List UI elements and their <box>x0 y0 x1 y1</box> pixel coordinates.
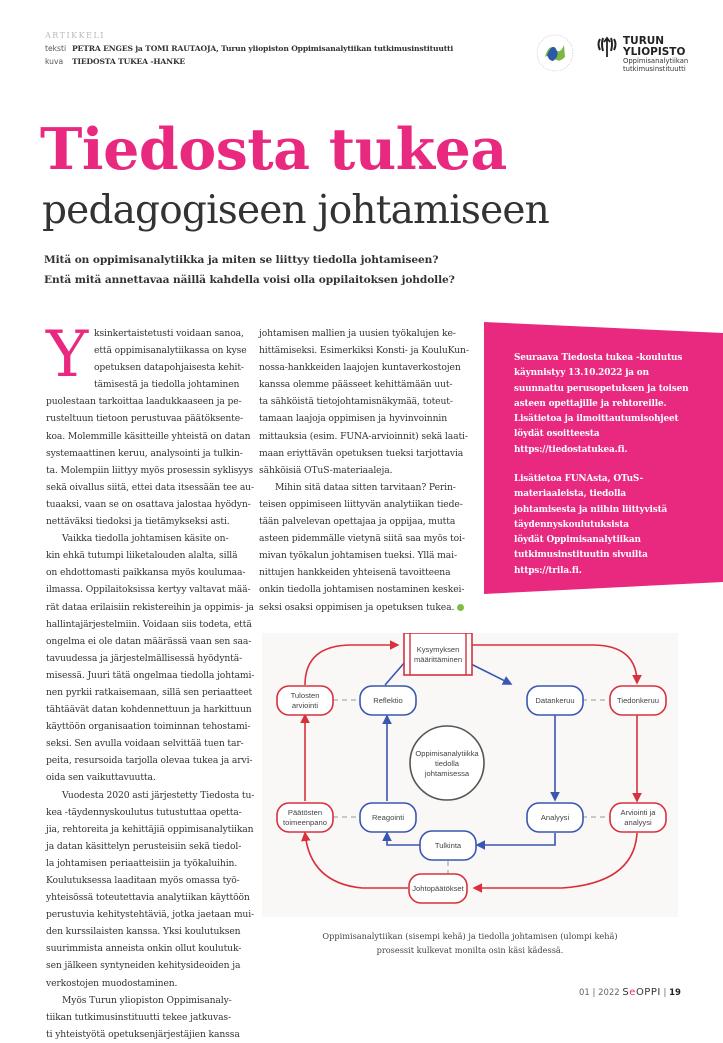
body-line: yhteisössä toteutettavia analytiikan käyttöön <box>46 892 250 904</box>
body-line: käyttöön organisaation toiminnan tehostami- <box>46 721 251 733</box>
body-line: ja datan käsittelyn perusteisiin sekä tiedol- <box>46 840 242 852</box>
body-line: tuaaksi, vaan se on osattava jalostaa hyödyn- <box>46 498 251 510</box>
node-label: Kysymyksen <box>416 645 460 654</box>
institute-name <box>623 58 688 73</box>
body-line: mivan työkalun johtamisen tueksi. Yllä mai- <box>259 550 457 562</box>
body-line: suurimmista anneista onkin ollut koulutuk- <box>46 943 242 955</box>
node-label: Datankeruu <box>535 696 575 705</box>
body-line: Vaikka tiedolla johtamisen käsite on- <box>62 533 229 545</box>
credit-photo <box>45 57 185 66</box>
node-label: Tiedonkeruu <box>617 696 659 705</box>
brand-rest: OPPI <box>635 987 661 998</box>
arrow-kysymys-to-datankeruu <box>469 663 511 684</box>
article-end-icon <box>457 604 464 611</box>
body-line: systemaattinen keruu, analysointi ja tulkin- <box>46 447 243 459</box>
body-line: misessä. Juuri tätä ongelmaa tiedolla johtami- <box>46 669 255 681</box>
credit-value: TIEDOSTA TUKEA -HANKE <box>72 57 186 66</box>
center-label-2: tiedolla <box>434 759 460 768</box>
brand-e: e <box>629 987 636 998</box>
drop-cap: Y <box>46 318 89 392</box>
node-label: toimeenpano <box>283 818 327 827</box>
node-label: arviointi <box>291 701 319 710</box>
node-label: Tulkinta <box>434 841 462 850</box>
body-line: onkin tiedolla johtamisen nostaminen keskei- <box>259 584 465 596</box>
node-datankeruu <box>527 686 583 715</box>
node-label: Arviointi ja <box>620 808 656 817</box>
body-line: Myös Turun yliopiston Oppimisanaly- <box>62 994 232 1006</box>
center-label-1: Oppimisanalytiikka <box>415 749 479 758</box>
info-box-line: https://trila.fi. <box>514 565 582 576</box>
body-line: sen jälkeen syntyneiden kehitysideoiden ja <box>46 960 241 972</box>
institute-name-line2: tutkimusinstituutti <box>623 64 686 73</box>
info-box-line: Seuraava Tiedosta tukea -koulutus <box>514 353 683 363</box>
body-line: ksinkertaistetusti voidaan sanoa, <box>94 328 244 339</box>
body-line: tiikan tutkimusinstituutti tekee jatkuvas- <box>46 1011 232 1023</box>
body-line: kin ehkä tutumpi liiketalouden alalta, sillä <box>46 550 238 562</box>
university-emblem-icon <box>596 36 618 58</box>
node-label: Johtopäätökset <box>412 884 464 893</box>
body-line: ongelma ei ole datan määrässä vaan sen saa- <box>46 635 252 647</box>
body-line: nossa-hankkeiden laajojen kuntaverkostojen <box>259 362 461 374</box>
university-name <box>623 36 685 58</box>
body-line: että oppimisanalytiikassa on kyse <box>94 345 247 357</box>
node-tulosten-arviointi <box>277 686 333 715</box>
magazine-brand <box>622 987 660 998</box>
body-line: nettäväksi tiedoksi ja tietämykseksi asti. <box>46 516 230 528</box>
body-line: nittujen hankkeiden yhteisenä tavoitteena <box>259 567 451 579</box>
body-line: on ehdottomasti paikkansa myös koulumaa- <box>46 567 246 579</box>
info-box-line: johtamisesta ja niihin liittyvistä <box>514 504 668 515</box>
footer-separator: | <box>663 988 667 998</box>
node-label: Tulosten <box>290 691 320 700</box>
body-line: sähköisiä OTuS-materiaaleja. <box>259 464 393 476</box>
body-line: mittauksia (esim. FUNA-arvioinnit) sekä laati- <box>259 430 468 442</box>
body-line: tavuudessa ja järjestelmällisessä hyödyntä- <box>46 652 243 664</box>
body-line: perustuvia kehitystehtäviä, jotka jaetaan mui- <box>46 909 255 921</box>
credit-value: PETRA ENGES ja TOMI RAUTAOJA, Turun yliopiston Oppimisanalytiikan tutkimusinstituutti <box>72 44 454 53</box>
body-column-1 <box>46 318 258 1043</box>
node-label: analyysi <box>624 818 652 827</box>
credit-label: kuva <box>45 57 64 66</box>
section-kicker: ARTIKKELI <box>45 31 105 40</box>
info-box-line: materiaaleista, tiedolla <box>514 489 626 500</box>
body-line: ta sähköistä tietojohtamisnäkymää, toteut- <box>259 396 453 408</box>
body-line: opetuksen datapohjaisesta kehit- <box>94 362 244 374</box>
body-line: sekä oivallus siitä, ettei data itsessään tee au- <box>46 481 254 493</box>
body-line: Mihin sitä dataa sitten tarvitaan? Perin- <box>275 481 456 493</box>
body-line: ti yhteistyötä opetuksenjärjestäjien kanssa <box>46 1028 240 1040</box>
body-line: kea -täydennyskoulutus tutustuttaa opetta- <box>46 806 242 818</box>
info-box-line: Lisätietoa FUNAsta, OTuS- <box>514 474 644 484</box>
body-line: hittämiseksi. Esimerkiksi Konsti- ja KouluKun- <box>259 345 469 357</box>
info-box-paragraph-1 <box>514 351 688 458</box>
node-arviointi-ja-analyysi <box>610 803 666 832</box>
body-line: rät dataa erilaisiin rekistereihin ja oppimis- ja <box>46 601 254 613</box>
body-line: puolestaan tarkoittaa laadukkaaseen ja pe- <box>46 396 242 408</box>
body-line: jia, rehtoreita ja kehittäjiä oppimisanalytiikan <box>46 823 254 835</box>
body-line: johtamisen mallien ja uusien työkalujen ke- <box>259 328 456 339</box>
node-tiedonkeruu <box>610 686 666 715</box>
page-number: 19 <box>669 988 681 998</box>
page-footer <box>579 987 681 998</box>
info-box-line: täydennyskoulutuksista <box>514 519 629 530</box>
node-label: Reagointi <box>371 813 405 822</box>
body-line: asteen pidemmälle vietynä siitä saa myös toi- <box>259 533 465 545</box>
body-line: tään palvelevan opettajaa ja oppijaa, mutta <box>259 516 456 528</box>
node-reflektio <box>360 686 416 715</box>
university-name-line2: YLIOPISTO <box>623 46 686 58</box>
body-line: seksi. Sen avulla voidaan selvittää tuen tar- <box>46 738 244 750</box>
body-line: Koulutuksessa laaditaan myös omassa työ- <box>46 875 240 886</box>
brand-s: S <box>622 987 630 998</box>
body-line: tamaan laajoja oppimisen ja hyvinvoinnin <box>259 413 448 425</box>
body-line: den kurssilaisten kanssa. Yksi koulutuksen <box>46 926 241 938</box>
center-label-3: johtamisessa <box>424 769 470 778</box>
node-kysymyksen-maarittaminen <box>404 633 472 675</box>
body-line: peita, resursoida tarjolla olevaa tukea ja arvi- <box>46 755 253 767</box>
body-line: ta. Molempiin liittyy myös prosessin syklisyys <box>46 464 254 476</box>
node-label: Analyysi <box>540 813 570 822</box>
info-box-line: https://tiedostatukea.fi. <box>514 444 628 455</box>
body-line: maan eriyttävän opetuksen tueksi tarjottavia <box>259 447 464 459</box>
arrow-kysymys-to-tiedonkeruu <box>470 645 637 683</box>
info-box-line: suunnattu perusopetuksen ja toisen <box>514 383 689 394</box>
center-node <box>410 726 484 800</box>
node-label: Päätösten <box>287 808 323 817</box>
body-line: verkostojen muodostaminen. <box>46 977 178 989</box>
process-diagram-svg <box>262 633 678 917</box>
info-box-line: tutkimusinstituutin sivuilta <box>514 550 648 561</box>
body-line: la johtamisen periaatteisiin ja työkaluihin. <box>46 857 238 869</box>
info-box-paragraph-2 <box>514 472 667 579</box>
caption-line: Oppimisanalytiikan (sisempi kehä) ja tiedolla johtamisen (ulompi kehä) <box>322 931 618 941</box>
body-line: nen pyrkii ratkaisemaan, sillä sen periaatteet <box>46 686 253 698</box>
arrow-johto-to-paatosten <box>305 833 408 888</box>
lead-line: Mitä on oppimisanalytiikka ja miten se liittyy tiedolla johtamiseen? <box>44 254 439 266</box>
partner-logo-icon <box>535 33 575 73</box>
body-line: ilmassa. Oppilaitoksissa kertyy valtavat mää- <box>46 584 251 596</box>
body-line: Vuodesta 2020 asti järjestetty Tiedosta tu- <box>62 789 255 801</box>
node-johtopaatokset <box>409 874 467 903</box>
lead-line: Entä mitä annettavaa näillä kahdella voisi olla oppilaitoksen johdolle? <box>44 274 455 286</box>
node-analyysi <box>527 803 583 832</box>
info-box-line: löydät osoitteesta <box>514 429 600 440</box>
body-column-2 <box>259 325 477 616</box>
credit-label: teksti <box>45 44 67 53</box>
body-line: tähtäävät datan kohdennettuun ja harkittuun <box>46 704 252 716</box>
info-box-line: käynnistyy 13.10.2022 ja on <box>514 368 649 379</box>
credit-text <box>45 44 453 53</box>
article-subtitle: pedagogiseen johtamiseen <box>42 188 549 233</box>
body-line: kanssa olemme päässeet kehittämään uut- <box>259 379 453 391</box>
info-box-line: asteen opettajille ja rehtoreille. <box>514 398 667 409</box>
node-paatosten-toimeenpano <box>277 803 333 832</box>
arrow-tulkinta-to-reagointi <box>387 833 420 845</box>
node-label: määrittäminen <box>413 655 463 664</box>
institute-name-line1: Oppimisanalytiikan <box>623 57 689 65</box>
body-line: oida sen vaikuttavuutta. <box>46 772 156 784</box>
article-lead <box>44 250 455 290</box>
node-tulkinta <box>420 831 476 860</box>
article-title: Tiedosta tukea <box>40 116 507 183</box>
caption-line: prosessit kulkevat monilta osin käsi kädessä. <box>376 945 564 955</box>
body-line: koa. Molemmille käsitteille yhteistä on datan <box>46 430 251 442</box>
university-logo <box>596 36 706 80</box>
arrow-tulosten-to-kysymys <box>305 645 398 685</box>
info-box-line: löydät Oppimisanalytiikan <box>514 535 641 546</box>
body-line: rusteltuun tietoon perustuvaa päätöksente- <box>46 413 244 425</box>
process-diagram <box>262 633 678 917</box>
body-line: tämisestä ja tiedolla johtaminen <box>94 379 240 391</box>
partner-logo <box>535 33 575 73</box>
body-line: seksi osaksi oppimisen ja opetuksen tukea. <box>259 599 477 616</box>
body-line: teisen oppimiseen liittyvän analytiikan tiede- <box>259 498 463 510</box>
node-reagointi <box>360 803 416 832</box>
node-label: Reflektio <box>373 696 403 705</box>
diagram-caption <box>262 929 678 957</box>
arrow-analyysi-to-tulkinta <box>477 833 555 845</box>
issue-number: 01 | 2022 <box>579 988 620 998</box>
university-name-line1: TURUN <box>623 35 665 47</box>
body-line: hallintajärjestelmiin. Voidaan siis todeta, että <box>46 618 252 630</box>
info-box-line: Lisätietoa ja ilmoittautumisohjeet <box>514 414 679 425</box>
